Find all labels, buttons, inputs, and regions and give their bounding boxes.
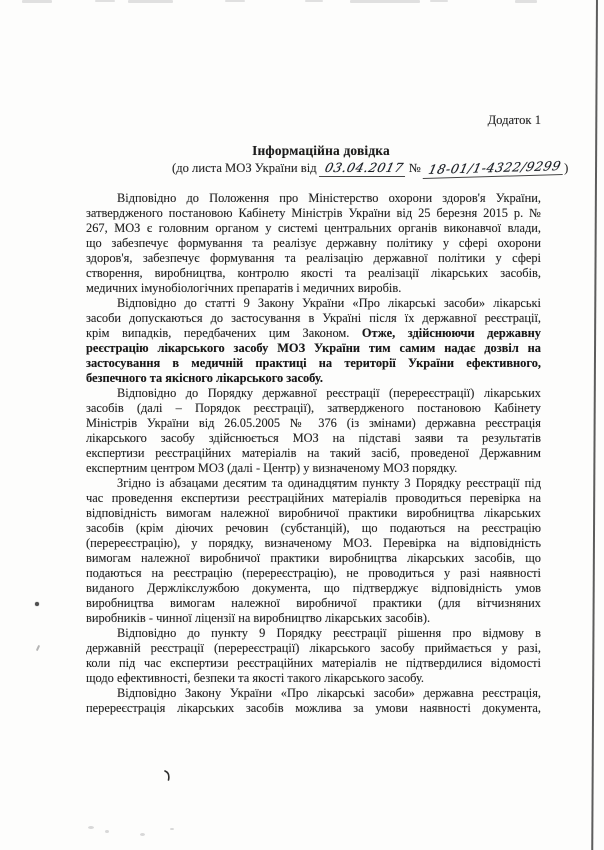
document-body xyxy=(86,191,541,716)
text-segment: крім випадків, передбачених цим Законом. xyxy=(86,326,362,340)
paragraph xyxy=(86,296,541,386)
bold-text-segment: безпечного та якісного лікарського засобу. xyxy=(86,371,323,385)
text-segment: виробників - чинної ліцензії на виробництво лікарських засобів). xyxy=(86,611,431,625)
handwritten-reference-number: 18-01/1-4322/9299 xyxy=(422,158,566,179)
text-line xyxy=(86,311,541,326)
text-line xyxy=(86,446,541,461)
text-segment: коли під час експертизи реєстраційних матеріалів не підтвердилися відомості xyxy=(86,656,541,670)
bold-text-segment: застосування в медичній практиці на території України ефективного, xyxy=(86,356,541,370)
text-line xyxy=(86,266,541,281)
text-segment: державній реєстрації (перереєстрації) лікарського засобу приймається у разі, xyxy=(86,641,541,655)
text-line xyxy=(86,371,541,386)
text-line xyxy=(86,236,541,251)
paragraph xyxy=(86,686,541,716)
text-segment: що забезпечує формування та реалізує державну політику у сфері охорони xyxy=(86,236,541,250)
text-segment: щодо ефективності, безпеки та якості такого лікарського засобу. xyxy=(86,671,425,685)
text-segment: 267, МОЗ є головним органом у системі центральних органів виконавчої влади, xyxy=(86,221,541,235)
text-line xyxy=(86,536,541,551)
text-segment: час проведення експертизи реєстраційних матеріалів проводиться перевірка на xyxy=(86,491,541,505)
handwritten-date: 03.04.2017 xyxy=(318,160,408,177)
text-segment: експертизи реєстраційних матеріалів на такий засіб, проведеної Державним xyxy=(86,446,541,460)
text-segment: Згідно із абзацами десятим та одинадцятим пункту 3 Порядку реєстрації під xyxy=(117,476,541,490)
text-segment: виробництва вимогам належної виробничої практики (для вітчизняних xyxy=(86,596,541,610)
paragraph xyxy=(86,386,541,476)
text-line xyxy=(86,626,541,641)
text-line xyxy=(86,206,541,221)
ink-dot-artifact xyxy=(35,602,39,606)
text-segment: виданого Держлікслужбою документа, що підтверджує відповідність умов xyxy=(86,581,541,595)
text-line xyxy=(86,686,541,701)
scan-noise-dash xyxy=(305,0,323,2)
text-segment: перереєстрація лікарських засобів можлива за умови наявності документа, xyxy=(86,701,541,715)
text-line xyxy=(86,281,541,296)
pen-tick-mark xyxy=(163,769,173,781)
scan-noise-dash xyxy=(22,0,52,3)
text-line xyxy=(86,641,541,656)
text-line xyxy=(86,491,541,506)
scan-speckle xyxy=(170,828,174,830)
text-line xyxy=(86,461,541,476)
scan-speckle xyxy=(88,826,94,829)
text-line xyxy=(86,611,541,626)
text-line xyxy=(86,251,541,266)
text-line xyxy=(86,566,541,581)
text-line xyxy=(86,356,541,371)
scan-noise-dash xyxy=(350,0,420,3)
text-segment: Міністрів України від 26.05.2005 № 376 (із змінами) державна реєстрація xyxy=(86,416,541,430)
text-segment: вимогам належної виробничої практики виробництва лікарських засобів, що xyxy=(86,551,541,565)
scan-noise-dash xyxy=(225,0,245,2)
text-line xyxy=(86,341,541,356)
text-line xyxy=(86,326,541,341)
text-segment: лікарського засобу здійснюється МОЗ на підставі заяви та результатів xyxy=(86,431,541,445)
text-segment: затвердженого постановою Кабінету Міністрів України від 25 березня 2015 р. № xyxy=(86,206,541,220)
text-segment: створення, виробництва, контролю якості та реалізації лікарських засобів, xyxy=(86,266,541,280)
text-line xyxy=(86,581,541,596)
scan-noise-dash xyxy=(128,0,173,3)
subtitle-suffix: ) xyxy=(564,161,569,175)
text-line xyxy=(86,656,541,671)
text-line xyxy=(86,416,541,431)
scan-noise-dash xyxy=(515,0,537,3)
text-line xyxy=(86,551,541,566)
ink-smudge-artifact xyxy=(36,645,40,651)
subtitle-prefix: (до листа МОЗ України від xyxy=(172,161,317,175)
scan-noise-dash xyxy=(95,0,115,2)
scan-speckle xyxy=(105,830,109,833)
number-sign: № xyxy=(408,161,421,175)
text-line xyxy=(86,386,541,401)
paragraph xyxy=(86,626,541,686)
scan-page-edge-line xyxy=(591,0,597,850)
text-segment: засобів (далі – Порядок реєстрації), затвердженого постановою Кабінету xyxy=(86,401,541,415)
text-line xyxy=(86,191,541,206)
scan-noise-dash xyxy=(430,0,448,2)
text-line xyxy=(86,431,541,446)
text-line xyxy=(86,701,541,716)
text-line xyxy=(86,296,541,311)
text-segment: подаються на реєстрацію (перереєстрацію), не проводиться у разі наявності xyxy=(86,566,541,580)
paragraph xyxy=(86,191,541,296)
document-subtitle xyxy=(172,160,568,177)
bold-text-segment: Отже, здійснюючи державну xyxy=(361,326,541,340)
annex-label: Додаток 1 xyxy=(487,113,541,127)
text-segment: медичних імунобіологічних препаратів і медичних виробів. xyxy=(86,281,402,295)
text-line xyxy=(86,401,541,416)
text-line xyxy=(86,506,541,521)
text-line xyxy=(86,521,541,536)
text-segment: Відповідно до пункту 9 Порядку реєстрації рішення про відмову в xyxy=(117,626,541,640)
document-title: Інформаційна довідка xyxy=(252,143,390,158)
text-line xyxy=(86,221,541,236)
text-segment: Відповідно до статті 9 Закону України «Про лікарські засоби» лікарські xyxy=(117,296,541,310)
text-segment: відповідність вимогам належної виробничої практики виробництва лікарських xyxy=(86,506,541,520)
bold-text-segment: реєстрацію лікарського засобу МОЗ України тим самим надає дозвіл на xyxy=(86,341,541,355)
text-segment: засоби допускаються до застосування в Україні після їх державної реєстрації, xyxy=(86,311,541,325)
text-line xyxy=(86,671,541,686)
text-segment: експертним центром МОЗ (далі - Центр) у визначеному МОЗ порядку. xyxy=(86,461,458,475)
scan-speckle xyxy=(140,833,145,836)
text-segment: Відповідно Закону України «Про лікарські засоби» державна реєстрація, xyxy=(117,686,541,700)
text-segment: Відповідно до Положення про Міністерство охорони здоров'я України, xyxy=(117,191,541,205)
text-segment: здоров'я, забезпечує формування та реалізацію державної політики у сфері xyxy=(86,251,541,265)
paragraph xyxy=(86,476,541,626)
text-segment: засобів (крім діючих речовин (субстанцій), що подаються на реєстрацію xyxy=(86,521,541,535)
text-line xyxy=(86,596,541,611)
text-line xyxy=(86,476,541,491)
text-segment: Відповідно до Порядку державної реєстрації (перереєстрації) лікарських xyxy=(117,386,541,400)
text-segment: (перереєстрацію), у порядку, визначеному МОЗ. Перевірка на відповідність xyxy=(86,536,541,550)
